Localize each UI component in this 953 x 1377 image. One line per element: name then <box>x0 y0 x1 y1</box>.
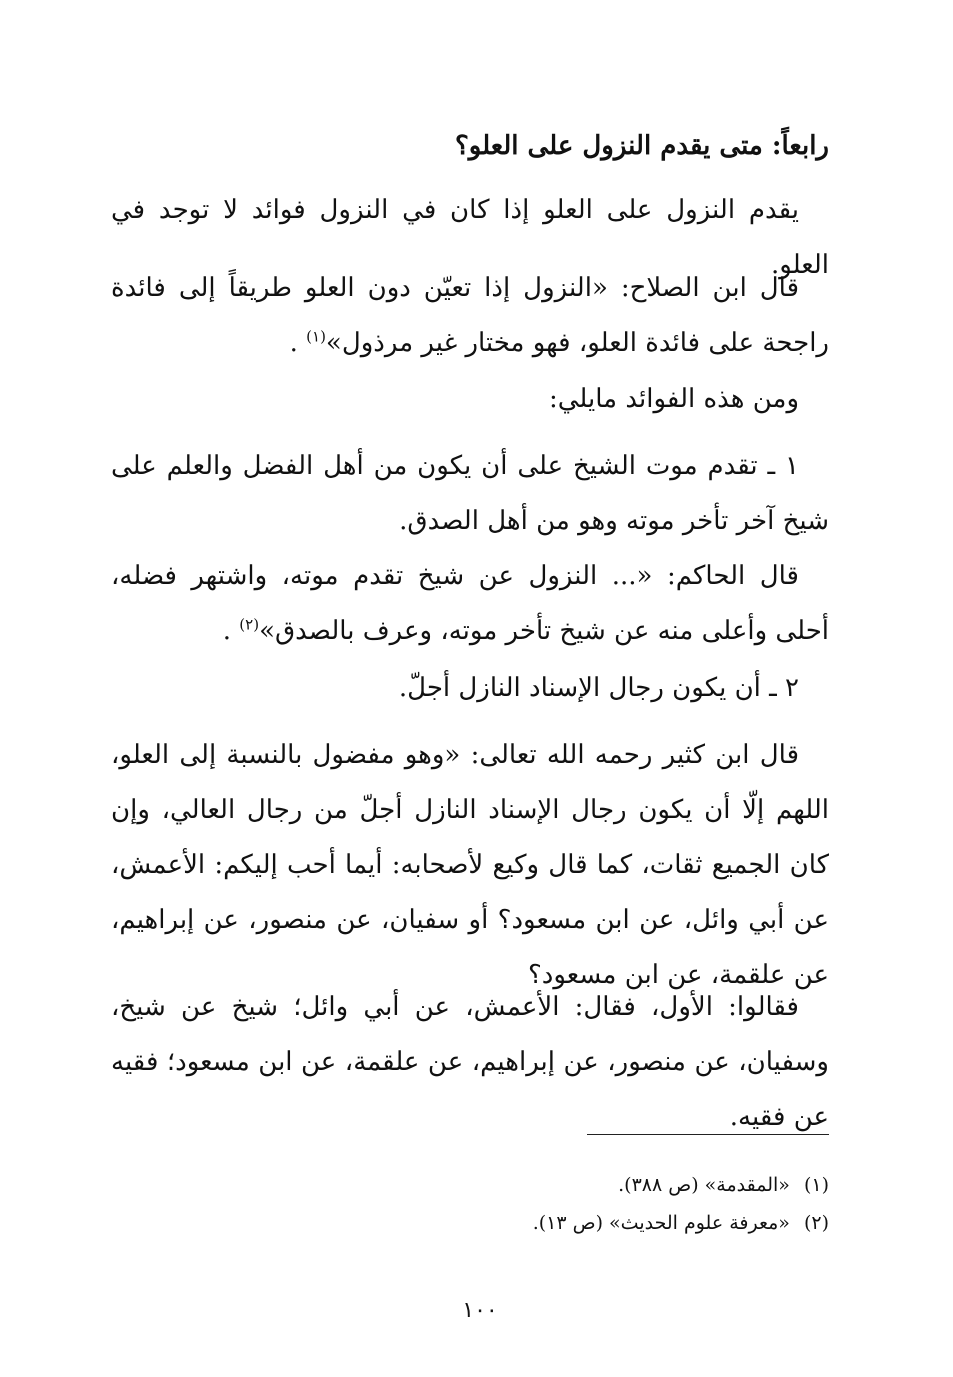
footnote-2-number: (٢) <box>803 1212 829 1234</box>
paragraph-5-text: قال الحاكم: «... النزول عن شيخ تقدم موته، واشتهر فضله، أحلى وأعلى منه عن شيخ تأخر موته، وعرف بالصدق» <box>111 561 829 646</box>
footnote-ref-1: (١) <box>306 327 326 346</box>
paragraph-6: ٢ ـ أن يكون رجال الإسناد النازل أجلّ. <box>398 673 799 703</box>
paragraph-1: يقدم النزول على العلو إذا كان في النزول فوائد لا توجد في العلو. <box>111 195 829 280</box>
paragraph-2 <box>111 261 829 371</box>
footnote-1-text: «المقدمة» (ص ٣٨٨). <box>618 1174 790 1196</box>
paragraph-4: ١ ـ تقدم موت الشيخ على أن يكون من أهل الفضل والعلم على شيخ آخر تأخر موته وهو من أهل الصدق. <box>111 451 829 536</box>
footnote-1 <box>111 1170 829 1200</box>
paragraph-5-end: . <box>222 616 240 646</box>
footnote-2 <box>111 1208 829 1238</box>
footnote-ref-2: (٢) <box>239 615 260 634</box>
section-heading: رابعاً: متى يقدم النزول على العلو؟ <box>454 131 829 161</box>
paragraph-5 <box>111 549 829 659</box>
paragraph-2-text: قال ابن الصلاح: «النزول إذا تعيّن دون العلو طريقاً إلى فائدة راجحة على فائدة العلو، فهو مختار غير مرذول» <box>111 273 829 358</box>
footnote-2-text: «معرفة علوم الحديث» (ص ١٣). <box>532 1212 790 1234</box>
footnote-separator <box>587 1134 829 1135</box>
footnote-1-number: (١) <box>803 1174 829 1196</box>
paragraph-7: قال ابن كثير رحمه الله تعالى: «وهو مفضول بالنسبة إلى العلو، اللهم إلّا أن يكون رجال الإسناد النازل أجلّ من رجال العالي، وإن كان الجميع ثقات، كما قال وكيع لأصحابه: أيما أحب إليكم: الأعمش، عن أبي وائل، عن ابن مسعود؟ أو سفيان، عن منصور، عن إبراهيم، عن علقمة، عن ابن مسعود؟ <box>111 740 829 990</box>
page-number: ١٠٠ <box>462 1298 498 1323</box>
paragraph-2-end: . <box>289 328 307 358</box>
paragraph-8: فقالوا: الأول، فقال: الأعمش، عن أبي وائل؛ شيخ عن شيخ، وسفيان، عن منصور، عن إبراهيم، عن علقمة، عن ابن مسعود؛ فقيه عن فقيه. <box>111 992 829 1132</box>
paragraph-3: ومن هذه الفوائد مايلي: <box>548 384 799 414</box>
